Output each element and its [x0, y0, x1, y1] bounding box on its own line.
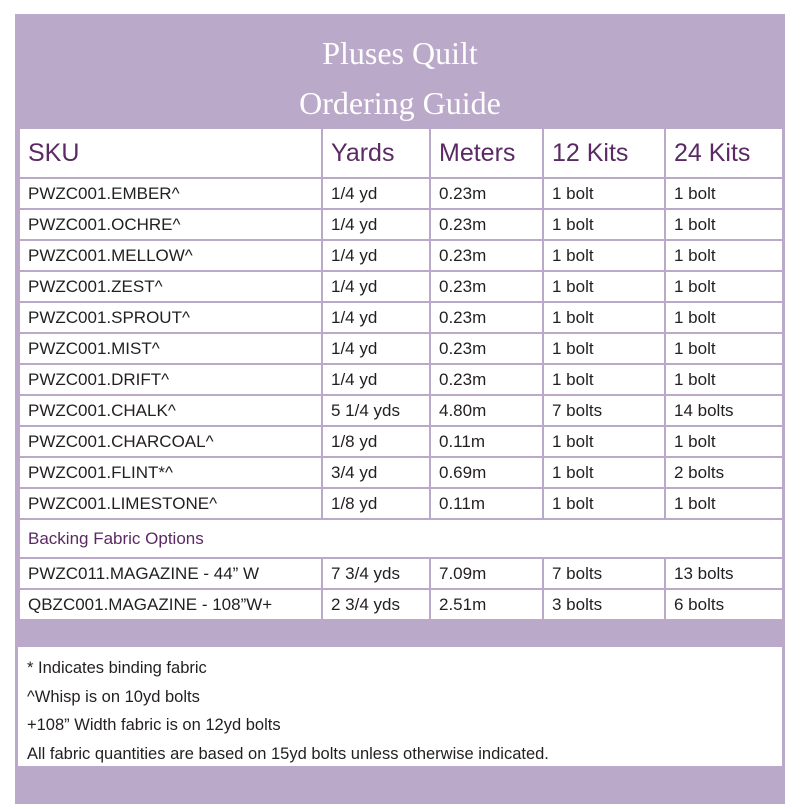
cell-meters: 4.80m	[430, 395, 543, 426]
cell-meters: 0.23m	[430, 271, 543, 302]
cell-meters: 0.11m	[430, 426, 543, 457]
cell-yards: 1/4 yd	[322, 333, 430, 364]
cell-kits-12: 7 bolts	[543, 395, 665, 426]
note-line: All fabric quantities are based on 15yd bolts unless otherwise indicated.	[27, 744, 549, 763]
section-label: Backing Fabric Options	[19, 519, 783, 558]
table-row	[19, 333, 783, 364]
cell-yards: 1/4 yd	[322, 240, 430, 271]
cell-meters: 2.51m	[430, 589, 543, 620]
cell-kits-24: 1 bolt	[665, 488, 783, 519]
cell-kits-24: 1 bolt	[665, 209, 783, 240]
cell-meters: 0.23m	[430, 209, 543, 240]
cell-sku: PWZC001.CHALK^	[19, 395, 322, 426]
header-yards: Yards	[322, 128, 430, 178]
cell-yards: 2 3/4 yds	[322, 589, 430, 620]
cell-meters: 7.09m	[430, 558, 543, 589]
section-row	[19, 519, 783, 558]
cell-meters: 0.23m	[430, 178, 543, 209]
backing-row	[19, 558, 783, 589]
cell-yards: 1/4 yd	[322, 302, 430, 333]
cell-kits-24: 1 bolt	[665, 426, 783, 457]
cell-meters: 0.11m	[430, 488, 543, 519]
cell-kits-24: 6 bolts	[665, 589, 783, 620]
cell-kits-12: 1 bolt	[543, 302, 665, 333]
cell-meters: 0.23m	[430, 240, 543, 271]
page-title	[15, 28, 785, 128]
table-row	[19, 426, 783, 457]
cell-kits-24: 1 bolt	[665, 333, 783, 364]
cell-yards: 5 1/4 yds	[322, 395, 430, 426]
cell-sku: PWZC001.FLINT*^	[19, 457, 322, 488]
cell-kits-24: 1 bolt	[665, 240, 783, 271]
cell-kits-12: 1 bolt	[543, 488, 665, 519]
cell-sku: QBZC001.MAGAZINE - 108”W+	[19, 589, 322, 620]
cell-yards: 1/4 yd	[322, 209, 430, 240]
cell-yards: 1/8 yd	[322, 488, 430, 519]
table-row	[19, 209, 783, 240]
note-line: ^Whisp is on 10yd bolts	[27, 687, 200, 706]
cell-sku: PWZC001.CHARCOAL^	[19, 426, 322, 457]
table-row	[19, 457, 783, 488]
cell-sku: PWZC001.ZEST^	[19, 271, 322, 302]
header-sku: SKU	[19, 128, 322, 178]
cell-kits-12: 1 bolt	[543, 333, 665, 364]
cell-kits-12: 7 bolts	[543, 558, 665, 589]
cell-sku: PWZC001.OCHRE^	[19, 209, 322, 240]
cell-kits-12: 1 bolt	[543, 271, 665, 302]
table-row	[19, 240, 783, 271]
cell-meters: 0.23m	[430, 364, 543, 395]
table-row	[19, 488, 783, 519]
cell-yards: 1/4 yd	[322, 271, 430, 302]
table-row	[19, 302, 783, 333]
cell-yards: 1/8 yd	[322, 426, 430, 457]
cell-yards: 7 3/4 yds	[322, 558, 430, 589]
cell-sku: PWZC011.MAGAZINE - 44” W	[19, 558, 322, 589]
cell-yards: 1/4 yd	[322, 364, 430, 395]
ordering-table	[18, 127, 784, 621]
cell-sku: PWZC001.MELLOW^	[19, 240, 322, 271]
table-header-row	[19, 128, 783, 178]
cell-kits-12: 1 bolt	[543, 178, 665, 209]
cell-kits-24: 1 bolt	[665, 364, 783, 395]
cell-yards: 1/4 yd	[322, 178, 430, 209]
cell-kits-12: 1 bolt	[543, 426, 665, 457]
header-kits-24: 24 Kits	[665, 128, 783, 178]
table-row	[19, 178, 783, 209]
table-row	[19, 395, 783, 426]
cell-sku: PWZC001.MIST^	[19, 333, 322, 364]
header-meters: Meters	[430, 128, 543, 178]
cell-yards: 3/4 yd	[322, 457, 430, 488]
cell-kits-12: 1 bolt	[543, 240, 665, 271]
cell-kits-12: 1 bolt	[543, 457, 665, 488]
cell-meters: 0.23m	[430, 302, 543, 333]
cell-kits-24: 1 bolt	[665, 302, 783, 333]
table-row	[19, 271, 783, 302]
cell-sku: PWZC001.DRIFT^	[19, 364, 322, 395]
title-line-2: Ordering Guide	[299, 85, 501, 121]
ordering-guide-frame	[15, 14, 785, 804]
cell-sku: PWZC001.SPROUT^	[19, 302, 322, 333]
cell-kits-24: 1 bolt	[665, 178, 783, 209]
cell-kits-24: 13 bolts	[665, 558, 783, 589]
notes-section	[18, 645, 782, 766]
backing-row	[19, 589, 783, 620]
cell-sku: PWZC001.EMBER^	[19, 178, 322, 209]
cell-kits-24: 1 bolt	[665, 271, 783, 302]
cell-meters: 0.23m	[430, 333, 543, 364]
note-line: * Indicates binding fabric	[27, 659, 207, 677]
cell-kits-24: 14 bolts	[665, 395, 783, 426]
header-kits-12: 12 Kits	[543, 128, 665, 178]
cell-meters: 0.69m	[430, 457, 543, 488]
table-row	[19, 364, 783, 395]
cell-kits-24: 2 bolts	[665, 457, 783, 488]
cell-kits-12: 1 bolt	[543, 364, 665, 395]
cell-sku: PWZC001.LIMESTONE^	[19, 488, 322, 519]
cell-kits-12: 1 bolt	[543, 209, 665, 240]
cell-kits-12: 3 bolts	[543, 589, 665, 620]
note-line: +108” Width fabric is on 12yd bolts	[27, 716, 281, 735]
title-line-1: Pluses Quilt	[322, 35, 478, 71]
